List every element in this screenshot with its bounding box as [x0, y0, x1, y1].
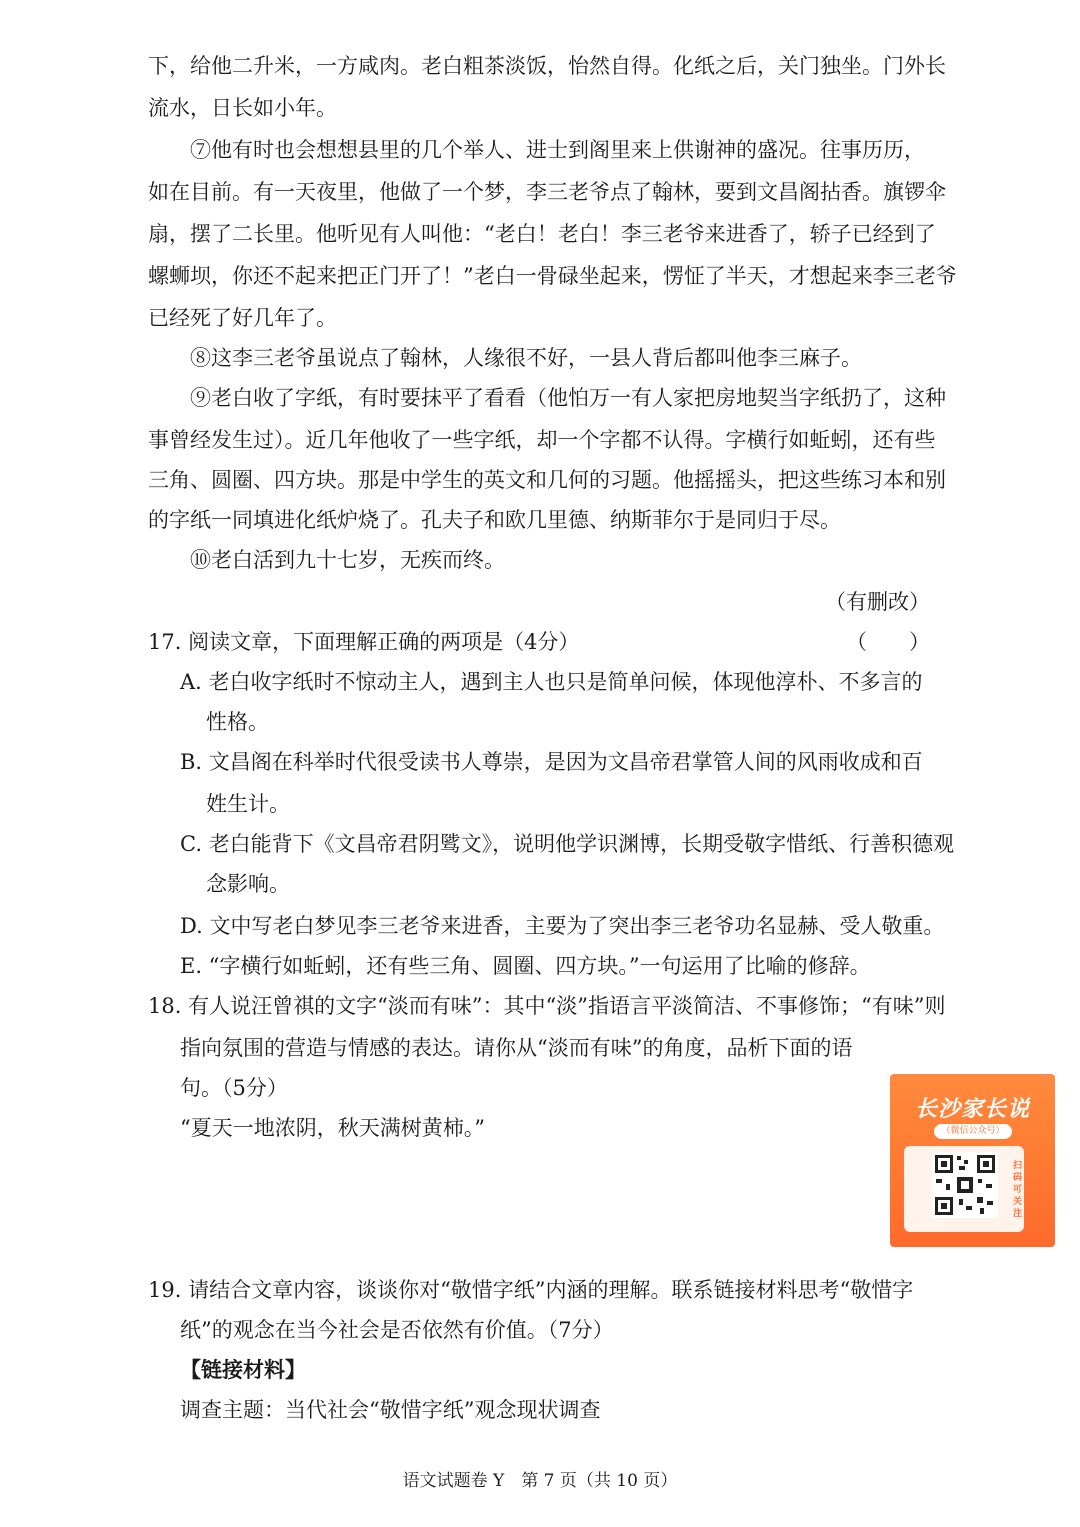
qr-code-icon[interactable] — [932, 1152, 998, 1218]
q19-line: 19. 请结合文章内容，谈谈你对“敬惜字纸”内涵的理解。联系链接材料思考“敬惜字 — [148, 1278, 914, 1302]
passage-line: 扇，摆了二长里。他听见有人叫他：“老白！老白！李三老爷来进香了，轿子已经到了 — [148, 222, 936, 246]
q17-option-line: A. 老白收字纸时不惊动主人，遇到主人也只是简单问候，体现他淳朴、不多言的 — [180, 670, 923, 694]
q17-option-line: B. 文昌阁在科举时代很受读书人尊崇，是因为文昌帝君掌管人间的风雨收成和百 — [180, 750, 923, 774]
survey-topic: 调查主题：当代社会“敬惜字纸”观念现状调查 — [180, 1398, 601, 1422]
q17-option-line: E. “字横行如蚯蚓，还有些三角、圆圈、四方块。”一句运用了比喻的修辞。 — [180, 954, 871, 978]
revision-note: （有删改） — [825, 590, 930, 614]
q17-option-line: D. 文中写老白梦见李三老爷来进香，主要为了突出李三老爷功名显赫、受人敬重。 — [180, 914, 945, 938]
passage-line: ⑧这李三老爷虽说点了翰林，人缘很不好，一县人背后都叫他李三麻子。 — [190, 346, 862, 370]
passage-line: ⑩老白活到九十七岁，无疾而终。 — [190, 548, 505, 572]
q17-option-line: 念影响。 — [206, 872, 290, 896]
passage-line: ⑦他有时也会想想县里的几个举人、进士到阁里来上供谢神的盛况。往事历历， — [190, 138, 925, 162]
q18-line: 指向氛围的营造与情感的表达。请你从“淡而有味”的角度，品析下面的语 — [180, 1036, 853, 1060]
passage-line: 如在目前。有一天夜里，他做了一个梦，李三老爷点了翰林，要到文昌阁拈香。旗锣伞 — [148, 180, 946, 204]
passage-line: 事曾经发生过）。近几年他收了一些字纸，却一个字都不认得。字横行如蚯蚓，还有些 — [148, 428, 936, 452]
passage-line: ⑨老白收了字纸，有时要抹平了看看（他怕万一有人家把房地契当字纸扔了，这种 — [190, 386, 946, 410]
passage-line: 流水，日长如小年。 — [148, 96, 337, 120]
promo-side-text: 扫码可关注 — [1013, 1161, 1023, 1219]
passage-line: 三角、圆圈、四方块。那是中学生的英文和几何的习题。他摇摇头，把这些练习本和别 — [148, 468, 946, 492]
q18-quote: “夏天一地浓阴，秋天满树黄柿。” — [180, 1116, 485, 1140]
passage-line: 螺蛳坝，你还不起来把正门开了！”老白一骨碌坐起来，愣怔了半天，才想起来李三老爷 — [148, 264, 957, 288]
q17-option-line: 姓生计。 — [206, 792, 290, 816]
q19-line: 纸”的观念在当今社会是否依然有价值。（7分） — [180, 1318, 614, 1342]
passage-line: 已经死了好几年了。 — [148, 306, 337, 330]
link-material-heading: 【链接材料】 — [180, 1357, 306, 1382]
promo-title: 长沙家长说 — [914, 1097, 1030, 1122]
passage-line: 的字纸一同填进化纸炉烧了。孔夫子和欧几里德、纳斯菲尔于是同归于尽。 — [148, 508, 841, 532]
promo-card[interactable] — [890, 1074, 1055, 1247]
q17-answer-blank[interactable]: （ ） — [846, 630, 930, 654]
page-footer: 语文试题卷 Y 第 7 页（共 10 页） — [402, 1471, 678, 1491]
q17-option-line: 性格。 — [206, 710, 269, 734]
q18-line: 18. 有人说汪曾祺的文字“淡而有味”：其中“淡”指语言平淡简洁、不事修饰；“有味”则 — [148, 994, 946, 1018]
q18-line: 句。（5分） — [180, 1076, 288, 1100]
passage-line: 下，给他二升米，一方咸肉。老白粗茶淡饭，怡然自得。化纸之后，关门独坐。门外长 — [148, 54, 946, 78]
q17-option-line: C. 老白能背下《文昌帝君阴骘文》，说明他学识渊博，长期受敬字惜纸、行善积德观 — [180, 832, 955, 856]
q17-stem: 17. 阅读文章，下面理解正确的两项是（4分） — [148, 630, 580, 654]
promo-subtitle: （微信公众号） — [934, 1124, 1012, 1139]
